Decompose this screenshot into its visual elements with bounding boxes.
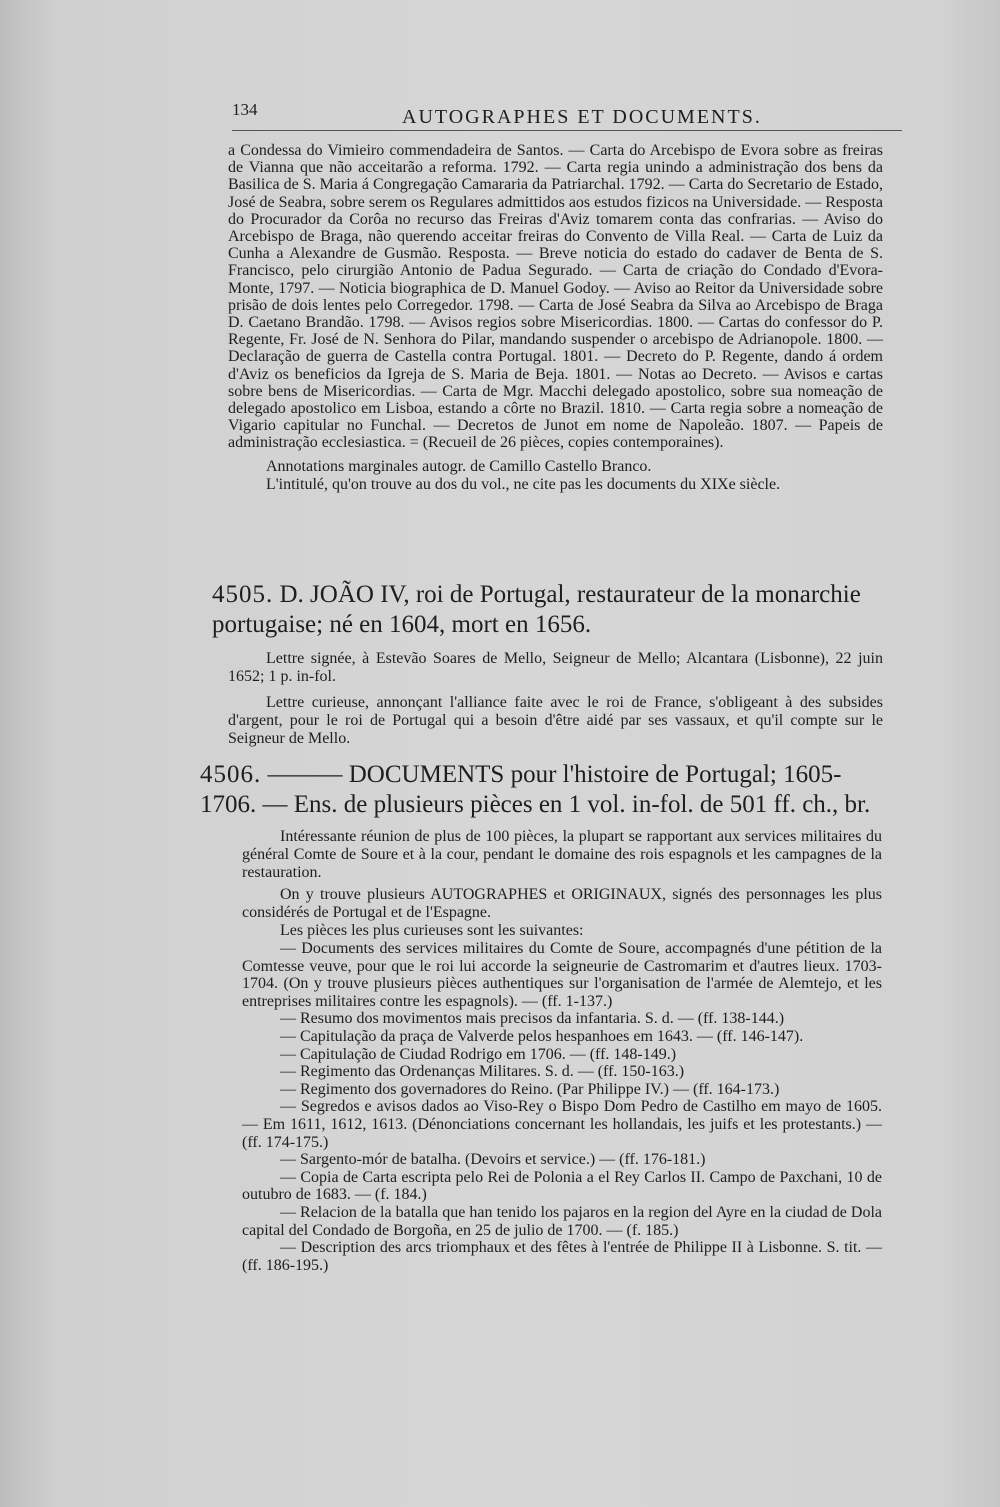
list-item: — Copia de Carta escripta pelo Rei de Polonia a el Rey Carlos II. Campo de Paxchani, 10 de outubro de 1683. — (f. 184.) [242,1168,882,1204]
page-number: 134 [232,100,258,119]
header-rule [232,130,902,131]
lot-4505-title: D. JOÃO IV, roi de Portugal, restaurateur de la monarchie portugaise; né en 1604, mort en 1656. [212,581,861,638]
lot-4506-intro: Intéressante réunion de plus de 100 pièces, la plupart se rapportant aux services militaires du général Comte de Soure et à la cour, pendant le domaine des rois espagnols et les campagnes de la restauration. [242,828,882,881]
lot-4506-body [200,828,882,1274]
list-item: — Sargento-mór de batalha. (Devoirs et service.) — (ff. 176-181.) [280,1151,706,1169]
list-item: — Documents des services militaires du Comte de Soure, accompagnés d'une pétition de la Comtesse veuve, pour que le roi lui accorde la seigneurie de Castromarim et d'autres lieux. 1703-1704. (On y trouve plusieurs pièces authentiques sur l'organisation de l'armée de Alemtejo, et les entreprises militaires contre les espagnols). — (ff. 1-137.) [242,940,882,1010]
running-title: AUTOGRAPHES ET DOCUMENTS. [402,106,762,128]
note-annotations: Annotations marginales autogr. de Camillo Castello Branco. [266,457,652,475]
lot-4506-section [200,760,890,1274]
lot-4506-number: 4506. [200,761,262,788]
list-item: — Regimento das Ordenanças Militares. S. d. — (ff. 150-163.) [280,1063,685,1081]
lot-4506-title: DOCUMENTS pour l'histoire de Portugal; 1605-1706. — Ens. de plusieurs pièces en 1 vol. in-fol. de 501 ff. ch., br. [200,761,871,818]
list-item: — Description des arcs triomphaux et des fêtes à l'entrée de Philippe II à Lisbonne. S. tit. — (ff. 186-195.) [242,1239,882,1274]
lot-4506-heading [200,760,890,820]
lot-4505-number: 4505. [212,581,274,608]
page-header [232,100,912,134]
list-item: — Regimento dos governadores do Reino. (Par Philippe IV.) — (ff. 164-173.) [280,1080,780,1098]
list-item: — Capitulação de Ciudad Rodrigo em 1706. — (ff. 148-149.) [280,1045,677,1063]
lot-4505-section [212,580,892,748]
lot-4505-body [212,650,883,748]
list-item: — Relacion de la batalla que han tenido los pajaros en la region del Ayre en la ciudad de Dola capital del Condado de Borgoña, en 25 de julio de 1700. — (f. 185.) [242,1203,882,1239]
lot-4505-description: Lettre signée, à Estevão Soares de Mello, Seigneur de Mello; Alcantara (Lisbonne), 22 juin 1652; 1 p. in-fol. [228,650,883,685]
lot-4506-dash: ——— [267,761,343,788]
note-intitule: L'intitulé, qu'on trouve au dos du vol., ne cite pas les documents du XIXe siècle. [266,475,781,493]
list-item: — Resumo dos movimentos mais precisos da infantaria. S. d. — (ff. 138-144.) [280,1010,785,1028]
lot-4505-commentary: Lettre curieuse, annonçant l'alliance faite avec le roi de France, s'obligeant à des subsides d'argent, pour le roi de Portugal qui a besoin d'être aidé par ses vassaux, et qu'il compte sur le Seigneur de Mello. [228,694,883,747]
lot-4506-list-intro: Les pièces les plus curieuses sont les suivantes: [280,922,584,939]
lot-4506-autographs: On y trouve plusieurs AUTOGRAPHES et ORIGINAUX, signés des personnages les plus considérés de Portugal et de l'Espagne. [242,886,882,921]
continuation-section [228,142,883,494]
list-item: — Capitulação da praça de Valverde pelos hespanhoes em 1643. — (ff. 146-147). [280,1027,804,1045]
list-item: — Segredos e avisos dados ao Viso-Rey o Bispo Dom Pedro de Castilho em mayo de 1605. — Em 1611, 1612, 1613. (Dénonciations concernant les hollandais, les juifs et les protestants.) — (ff. 174-175.) [242,1098,882,1151]
continuation-text: a Condessa do Vimieiro commendadeira de Santos. — Carta do Arcebispo de Evora sobre as freiras de Vianna que não acceitarão a reforma. 1792. — Carta regia unindo a administração dos bens da Basilica de S. Maria á Congregação Camararia da Patriarchal. 1792. — Carta do Secretario de Estado, José de Seabra, sobre serem os Regulares admittidos aos estudos fizicos na Universidade. — Resposta do Procurador da Corôa no recurso das Freiras d'Aviz tomarem conta das confrarias. — Aviso do Arcebispo de Braga, não querendo acceitar freiras do Convento de Villa Real. — Carta de Luiz da Cunha a Alexandre de Gusmão. Resposta. — Breve noticia do estado do cadaver de Benta de S. Francisco, pelo cirurgião Antonio de Padua Segurado. — Carta de criação do Condado d'Evora-Monte, 1797. — Noticia biographica de D. Manuel Godoy. — Aviso ao Reitor da Universidade sobre prisão de dois lentes pelo Corregedor. 1798. — Carta de José Seabra da Silva ao Arcebispo de Braga D. Caetano Brandão. 1798. — Avisos regios sobre Misericordias. 1800. — Cartas do confessor do P. Regente, Fr. José de N. Senhora do Pilar, mandando suspender o arcebispo de Adrianopole. 1800. — Declaração de guerra de Castella contra Portugal. 1801. — Decreto do P. Regente, dando á ordem d'Aviz os beneficios da Igreja de S. Maria de Beja. 1801. — Notas ao Decreto. — Avisos e cartas sobre bens de Misericordias. — Carta de Mgr. Macchi delegado apostolico, sobre sua nomeação de delegado apostolico em Lisboa, estando a côrte no Brazil. 1810. — Carta regia sobre a nomeação de Vigario capitular no Funchal. — Decretos de Junot em nome de Napoleão. 1807. — Papeis de administração ecclesiastica. = (Recueil de 26 pièces, copies contemporaines). [228,142,883,452]
lot-4505-heading [212,580,892,640]
